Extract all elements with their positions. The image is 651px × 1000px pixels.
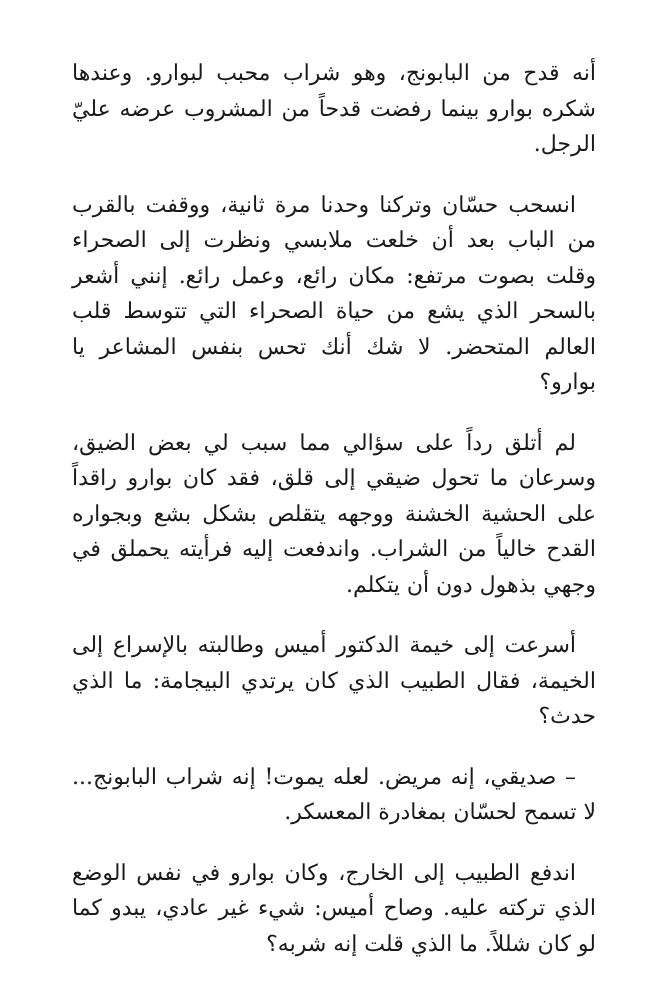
- paragraph-3: لم أتلق رداً على سؤالي مما سبب لي بعض الضيق، وسرعان ما تحول ضيقي إلى قلق، فقد كان بوارو راقداً على الحشية الخشنة ووجهه يتقلص بشكل بشع وبجواره القدح خالياً من الشراب. واندفعت إليه فرأيته يحملق في وجهي بذهول دون أن يتكلم.: [72, 430, 596, 598]
- paragraph-5: – صديقي، إنه مريض. لعله يموت! إنه شراب البابونج... لا تسمح لحسّان بمغادرة المعسكر.: [72, 764, 596, 825]
- paragraph-4: أسرعت إلى خيمة الدكتور أميس وطالبته بالإسراع إلى الخيمة، فقال الطبيب الذي كان يرتدي البيجامة: ما الذي حدث؟: [72, 633, 596, 729]
- paragraph-2: انسحب حسّان وتركنا وحدنا مرة ثانية، ووقفت بالقرب من الباب بعد أن خلعت ملابسي ونظرت إلى الصحراء وقلت بصوت مرتفع: مكان رائع، وعمل رائع. إنني أشعر بالسحر الذي يشع من حياة الصحراء التي تتوسط قلب العالم المتحضر. لا شك أنك تحس بنفس المشاعر يا بوارو؟: [72, 192, 596, 395]
- paragraph-1: أنه قدح من البابونج، وهو شراب محبب لبوارو. وعندها شكره بوارو بينما رفضت قدحاً من المشروب عرضه عليّ الرجل.: [72, 61, 596, 157]
- book-page: [72, 56, 596, 962]
- paragraph-6: اندفع الطبيب إلى الخارج، وكان بوارو في نفس الوضع الذي تركته عليه. وصاح أميس: شيء غير عادي، يبدو كما لو كان شللاً. ما الذي قلت إنه شربه؟: [72, 860, 596, 957]
